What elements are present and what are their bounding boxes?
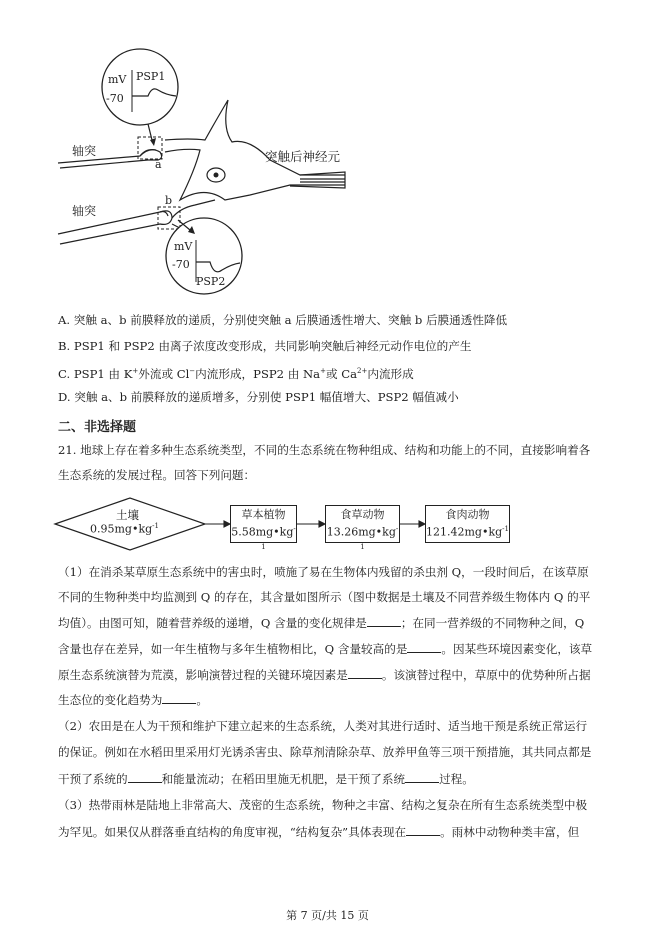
answer-blank[interactable] <box>405 770 439 783</box>
p3-line-1: （3）热带雨林是陆地上非常高大、茂密的生态系统，物种之丰富、结构之复杂在所有生态系统类型中极 <box>58 798 588 812</box>
p3-line-2: 为罕见。如果仅从群落垂直结构的角度审视，“结构复杂”具体表现在 。雨林中动物种类丰富，但 <box>58 825 580 839</box>
option-b: B. PSP1 和 PSP2 由离子浓度改变形成，共同影响突触后神经元动作电位的产生 <box>58 339 472 353</box>
axon-top-label: 轴突 <box>72 144 97 158</box>
synapse-a-label: a <box>155 158 162 171</box>
q21-line-1: 21. 地球上存在着多种生态系统类型，不同的生态系统在物种组成、结构和功能上的不同，直接影响着各 <box>58 443 591 457</box>
p2-line-1: （2）农田是在人为干预和维护下建立起来的生态系统，人类对其进行适时、适当地干预是系统正常运行 <box>58 719 588 733</box>
p1-line-6: 生态位的变化趋势为 。 <box>58 693 208 707</box>
psp2-value: -70 <box>172 258 190 271</box>
answer-blank[interactable] <box>407 640 441 653</box>
answer-blank[interactable] <box>406 823 440 836</box>
option-a: A. 突触 a、b 前膜释放的递质，分别使突触 a 后膜通透性增大、突触 b 后膜通透性降低 <box>58 313 508 327</box>
herb-value: $5.58mg•kg^{-1}$ <box>231 525 296 551</box>
psp1-value: -70 <box>106 92 124 105</box>
psp1-circle <box>102 49 178 125</box>
psp2-label: PSP2 <box>196 275 226 288</box>
synapse-a-box <box>138 137 162 159</box>
answer-blank[interactable] <box>128 770 162 783</box>
soil-value: $0.95mg•kg^{-1}$ <box>90 522 159 536</box>
p1-line-1: （1）在消杀某草原生态系统中的害虫时，喷施了易在生物体内残留的杀虫剂 Q，一段时间后，在该草原 <box>58 565 589 579</box>
p2-line-3: 干预了系统的 和能量流动；在稻田里施无机肥，是干预了系统 过程。 <box>58 772 474 786</box>
p1-line-4: 含量也存在差异，如一年生植物与多年生植物相比，Q 含量较高的是 。因某些环境因素变化，该草 <box>58 642 593 656</box>
p1-line-5: 原生态系统演替为荒漠，影响演替过程的关键环境因素是 。该演替过程中，草原中的优势种所占据 <box>58 668 591 682</box>
carnivore-box <box>425 505 510 543</box>
psp2-unit: mV <box>174 240 193 253</box>
herbivore-name: 食草动物 <box>340 508 385 521</box>
p2-line-2: 的保证。例如在水稻田里采用灯光诱杀害虫、除草剂清除杂草、放养甲鱼等三项干预措施，其共同点都是 <box>58 745 592 759</box>
soil-name: 土壤 <box>116 508 139 522</box>
psp1-label: PSP1 <box>136 70 166 83</box>
p1-line-3: 均值）。由图可知，随着营养级的递增，Q 含量的变化规律是 ；在同一营养级的不同物种之间，Q <box>58 616 585 630</box>
answer-blank[interactable] <box>348 666 382 679</box>
herb-name: 草本植物 <box>241 508 286 521</box>
carnivore-value: $121.42mg•kg^{-1}$ <box>426 525 509 539</box>
herb-box <box>230 505 297 551</box>
page-footer: 第 7 页/共 15 页 <box>286 909 369 922</box>
option-d: D. 突触 a、b 前膜释放的递质增多，分别使 PSP1 幅值增大、PSP2 幅值减小 <box>58 390 459 404</box>
answer-blank[interactable] <box>162 691 196 704</box>
axon-bottom-label: 轴突 <box>72 204 97 218</box>
answer-blank[interactable] <box>367 614 401 627</box>
postsynaptic-label: 突触后神经元 <box>265 149 341 164</box>
p1-line-2: 不同的生物种类中均监测到 Q 的存在，其含量如图所示（图中数据是土壤及不同营养级生物体内 Q 的平 <box>58 590 591 604</box>
herbivore-value: $13.26mg•kg^{-1}$ <box>326 525 399 551</box>
carnivore-name: 食肉动物 <box>445 508 490 521</box>
psp1-unit: mV <box>108 73 127 86</box>
option-c: C. PSP1 由 K+外流或 Cl−内流形成，PSP2 由 Na+或 $Ca^{2+}$内流形成 <box>58 366 414 381</box>
synapse-b-label: b <box>165 194 173 207</box>
herbivore-box <box>325 505 400 551</box>
q21-line-2: 生态系统的发展过程。回答下列问题： <box>58 468 256 482</box>
section-title: 二、非选择题 <box>58 420 137 435</box>
